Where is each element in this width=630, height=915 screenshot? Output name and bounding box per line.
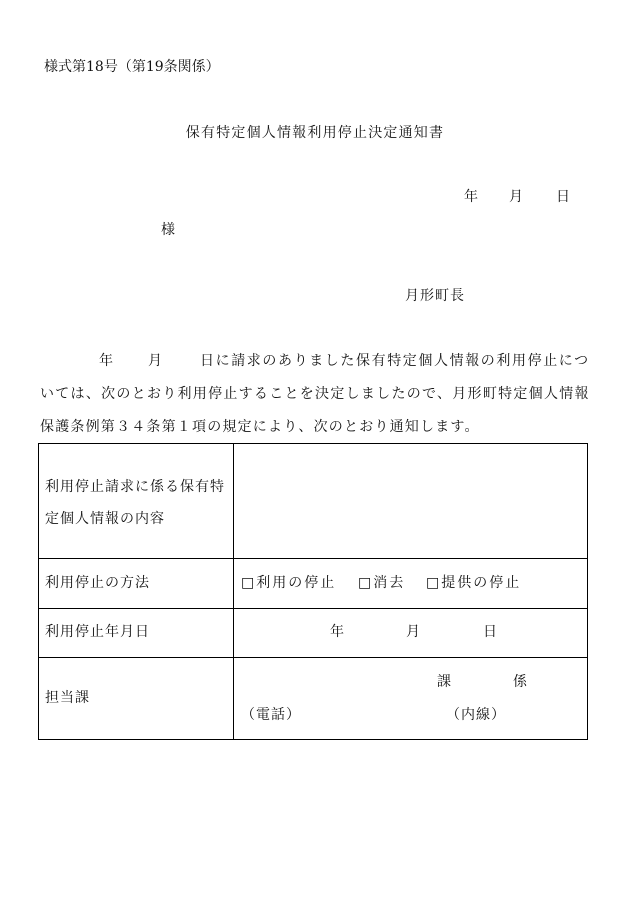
method-option-stop-use [241,576,336,590]
option-label-erase: 消去 [373,575,406,591]
document-title: 保有特定個人情報利用停止決定通知書 [185,125,445,141]
department-label-cell [39,658,234,739]
checkbox-stop-provision[interactable]: □ [426,575,442,591]
notice-date-day: 日 [556,189,570,205]
body-line1-month: 月 [148,353,162,369]
request-content-value-cell [234,444,587,558]
stop-date-day: 日 [483,624,497,640]
stop-date-label: 利用停止年月日 [45,624,150,640]
method-option-stop-provision [426,576,521,590]
method-label: 利用停止の方法 [45,575,150,591]
body-line1-text: 日に請求のありました保有特定個人情報の利用停止につ [200,353,590,369]
stop-date-year: 年 [330,624,344,640]
table-row-department [39,657,587,739]
body-line2-text: いては、次のとおり利用停止することを決定しましたので、月形町特定個人情報 [40,386,590,402]
body-line3-text: 保護条例第３４条第１項の規定により、次のとおり通知します。 [40,419,480,435]
method-label-cell [39,559,234,608]
notice-date-month: 月 [509,189,523,205]
stop-date-label-cell [39,609,234,657]
request-content-label-line1: 利用停止請求に係る保有特 [45,479,225,495]
form-number: 様式第18号（第19条関係） [44,59,220,75]
checkbox-erase[interactable]: □ [358,575,374,591]
option-label-stop-use: 利用の停止 [256,575,337,591]
addressee-suffix: 様 [161,222,175,238]
request-content-label-line2: 定個人情報の内容 [45,511,165,527]
notice-date-year: 年 [464,189,478,205]
table-row-stop-date [39,608,587,657]
table-row-method [39,558,587,608]
department-section: 課 [437,674,451,690]
body-line1-year: 年 [99,353,113,369]
table-row-request-content [39,444,587,558]
option-label-stop-provision: 提供の停止 [441,575,522,591]
checkbox-stop-use[interactable]: □ [241,575,257,591]
department-subsection: 係 [513,674,527,690]
department-extension: （内線） [446,707,506,723]
department-phone: （電話） [241,707,301,723]
request-content-label-cell [39,444,234,558]
details-table [38,443,588,740]
stop-date-month: 月 [406,624,420,640]
department-label: 担当課 [45,690,90,706]
issuer-name: 月形町長 [405,288,465,304]
method-option-erase [358,576,405,590]
